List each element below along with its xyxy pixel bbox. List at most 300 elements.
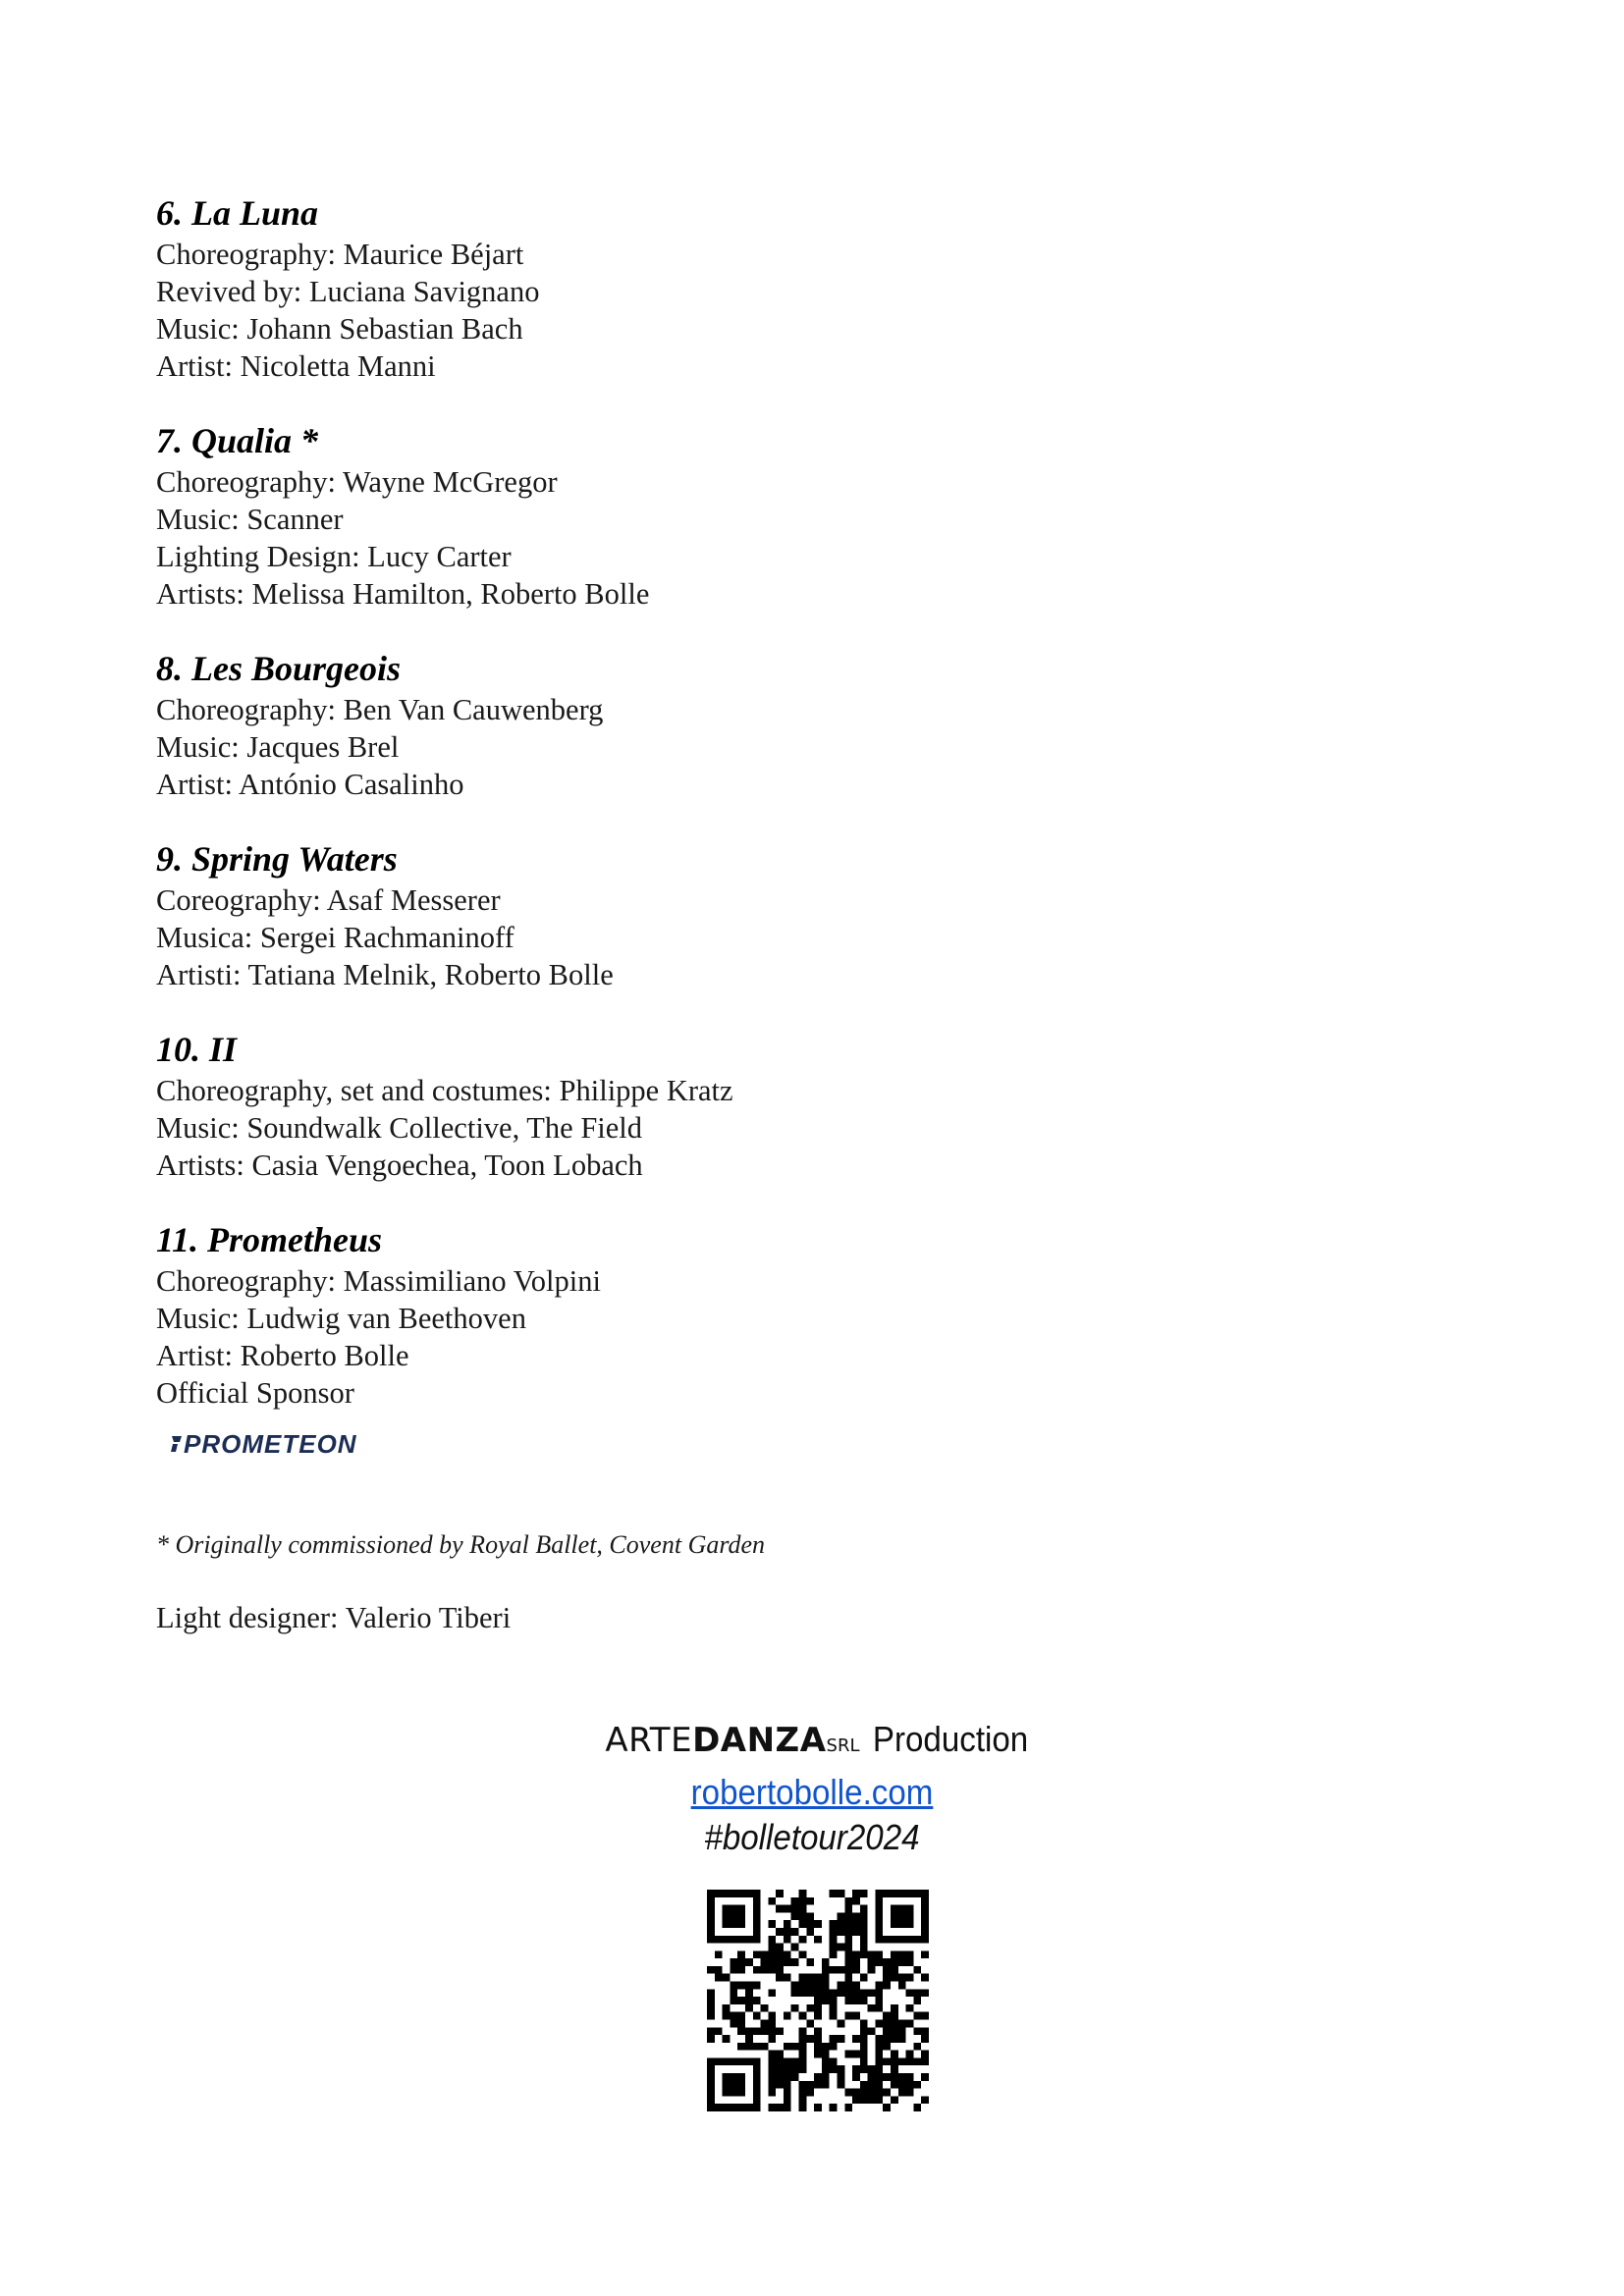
qr-module [707, 2073, 715, 2081]
qr-module [906, 1890, 914, 1897]
qr-module [844, 1936, 852, 1944]
qr-module [753, 1920, 761, 1928]
qr-module [860, 2035, 868, 2043]
qr-module [753, 1982, 761, 1990]
qr-module [852, 2089, 860, 2097]
qr-module [761, 1966, 769, 1974]
credit-line: Choreography: Ben Van Cauwenberg [156, 693, 604, 726]
qr-module [814, 1936, 822, 1944]
qr-module [883, 1936, 891, 1944]
qr-module [730, 1958, 737, 1966]
qr-module [875, 2057, 883, 2065]
qr-module [707, 2104, 715, 2111]
qr-module [776, 1974, 784, 1982]
qr-module [768, 1944, 776, 1951]
qr-module [860, 1950, 868, 1958]
qr-module [822, 1958, 830, 1966]
qr-module [883, 2035, 891, 2043]
qr-module [913, 1966, 921, 1974]
qr-module [875, 2073, 883, 2081]
qr-module [921, 1890, 929, 1897]
qr-module [799, 2104, 807, 2111]
qr-module [830, 1890, 838, 1897]
qr-module [707, 2096, 715, 2104]
qr-module [921, 2051, 929, 2058]
qr-module [860, 2043, 868, 2051]
credit-line: Musica: Sergei Rachmaninoff [156, 921, 514, 954]
qr-module [898, 2035, 906, 2043]
qr-module [768, 2104, 776, 2111]
qr-module [799, 1974, 807, 1982]
qr-module [730, 2057, 737, 2065]
qr-module [776, 1950, 784, 1958]
qr-module [875, 1920, 883, 1928]
qr-module [745, 2027, 753, 2035]
qr-module [737, 2012, 745, 2020]
qr-module [891, 1912, 898, 1920]
qr-module [883, 2019, 891, 2027]
qr-module [913, 2043, 921, 2051]
qr-module [737, 2104, 745, 2111]
qr-module [707, 1890, 715, 1897]
qr-module [791, 1989, 799, 1997]
qr-code-graphic [707, 1890, 929, 2111]
qr-module [776, 2081, 784, 2089]
qr-module [768, 1920, 776, 1928]
qr-module [898, 2057, 906, 2065]
qr-module [891, 2004, 898, 2012]
qr-module [837, 2073, 844, 2081]
qr-module [898, 1982, 906, 1990]
qr-module [814, 1920, 822, 1928]
qr-module [730, 1920, 737, 1928]
qr-module [822, 2057, 830, 2065]
qr-module [844, 1944, 852, 1951]
qr-module [799, 1936, 807, 1944]
qr-module [707, 2065, 715, 2073]
qr-module [776, 2051, 784, 2058]
qr-module [799, 1982, 807, 1990]
qr-module [898, 2027, 906, 2035]
credit-line: Coreography: Asaf Messerer [156, 883, 501, 917]
qr-module [898, 1936, 906, 1944]
qr-module [784, 1974, 791, 1982]
qr-module [768, 2065, 776, 2073]
qr-module [883, 1890, 891, 1897]
qr-module [891, 1974, 898, 1982]
qr-module [868, 2081, 876, 2089]
qr-module [891, 2057, 898, 2065]
qr-module [730, 2104, 737, 2111]
qr-module [906, 1950, 914, 1958]
qr-module [860, 1890, 868, 1897]
qr-module [784, 2012, 791, 2020]
qr-module [906, 2051, 914, 2058]
qr-module [799, 2043, 807, 2051]
program-item [156, 836, 1236, 993]
qr-module [898, 2073, 906, 2081]
qr-module [860, 2081, 868, 2089]
credit-line: Artist: António Casalinho [156, 768, 464, 801]
qr-module [844, 1905, 852, 1913]
qr-module [898, 2089, 906, 2097]
qr-module [875, 1897, 883, 1905]
qr-module [844, 1897, 852, 1905]
qr-module [784, 2043, 791, 2051]
qr-module [860, 1989, 868, 1997]
qr-module [715, 2104, 723, 2111]
qr-module [753, 2104, 761, 2111]
qr-module [814, 1997, 822, 2004]
qr-module [753, 2096, 761, 2104]
qr-module [745, 2004, 753, 2012]
qr-module [844, 1958, 852, 1966]
qr-module [891, 2051, 898, 2058]
qr-module [784, 2104, 791, 2111]
qr-module [883, 1974, 891, 1982]
qr-module [913, 1890, 921, 1897]
qr-module [814, 2081, 822, 2089]
qr-module [737, 1950, 745, 1958]
qr-module [898, 1905, 906, 1913]
qr-module [875, 2065, 883, 2073]
qr-module [737, 2019, 745, 2027]
qr-module [830, 2057, 838, 2065]
qr-module [875, 2096, 883, 2104]
qr-module [784, 1920, 791, 1928]
qr-module [737, 2027, 745, 2035]
qr-module [860, 2027, 868, 2035]
qr-module [707, 2012, 715, 2020]
qr-module [860, 2065, 868, 2073]
qr-module [730, 2081, 737, 2089]
program-list [156, 190, 1236, 1492]
qr-module [753, 1905, 761, 1913]
qr-module [753, 2089, 761, 2097]
qr-module [860, 2057, 868, 2065]
credit-line: Artists: Melissa Hamilton, Roberto Bolle [156, 577, 650, 611]
qr-module [844, 1989, 852, 1997]
qr-module [814, 1989, 822, 1997]
qr-module [784, 2073, 791, 2081]
qr-module [799, 2012, 807, 2020]
qr-module [830, 2012, 838, 2020]
qr-module [906, 2089, 914, 2097]
qr-module [737, 2081, 745, 2089]
qr-module [806, 1912, 814, 1920]
qr-module [806, 1928, 814, 1936]
qr-module [761, 2019, 769, 2027]
company-suffix: SRL [826, 1735, 860, 1756]
qr-module [745, 2104, 753, 2111]
qr-module [791, 1905, 799, 1913]
qr-module [707, 1936, 715, 1944]
credit-line: Artisti: Tatiana Melnik, Roberto Bolle [156, 958, 614, 991]
qr-module [875, 1905, 883, 1913]
qr-module [906, 1920, 914, 1928]
qr-module [707, 2057, 715, 2065]
qr-module [921, 1989, 929, 1997]
qr-module [906, 1905, 914, 1913]
qr-module [921, 1974, 929, 1982]
qr-module [730, 1997, 737, 2004]
qr-module [852, 2012, 860, 2020]
qr-module [837, 1989, 844, 1997]
qr-module [814, 2035, 822, 2043]
qr-module [761, 1950, 769, 1958]
qr-module [730, 1936, 737, 1944]
qr-module [898, 2019, 906, 2027]
qr-module [806, 2089, 814, 2097]
qr-module [891, 2035, 898, 2043]
qr-module [875, 1912, 883, 1920]
qr-module [837, 1966, 844, 1974]
credit-line: Music: Soundwalk Collective, The Field [156, 1111, 643, 1145]
qr-module [799, 1905, 807, 1913]
qr-module [776, 1958, 784, 1966]
qr-module [707, 1897, 715, 1905]
qr-module [875, 1890, 883, 1897]
qr-module [844, 2051, 852, 2058]
qr-module [723, 2104, 731, 2111]
qr-module [852, 1966, 860, 1974]
qr-module [898, 2081, 906, 2089]
qr-module [761, 2004, 769, 2012]
qr-module [913, 2081, 921, 2089]
piece-title: 8. Les Bourgeois [156, 649, 402, 688]
program-item [156, 418, 1236, 613]
qr-module [723, 1905, 731, 1913]
qr-module [799, 2096, 807, 2104]
qr-module [715, 2027, 723, 2035]
piece-title: 10. II [156, 1030, 238, 1069]
qr-module [906, 1936, 914, 1944]
qr-module [753, 2057, 761, 2065]
qr-module [723, 1974, 731, 1982]
qr-module [768, 2035, 776, 2043]
qr-module [745, 1989, 753, 1997]
qr-module [883, 2089, 891, 2097]
qr-module [891, 2019, 898, 2027]
qr-module [723, 2073, 731, 2081]
qr-module [723, 2089, 731, 2097]
credit-line: Lighting Design: Lucy Carter [156, 540, 512, 573]
qr-module [844, 1920, 852, 1928]
qr-module [860, 1920, 868, 1928]
qr-module [737, 1982, 745, 1990]
qr-module [860, 1974, 868, 1982]
qr-module [883, 2027, 891, 2035]
qr-module [875, 2019, 883, 2027]
qr-module [844, 2089, 852, 2097]
qr-module [768, 1950, 776, 1958]
qr-module [723, 1890, 731, 1897]
qr-module [875, 1997, 883, 2004]
qr-module [776, 2057, 784, 2065]
light-designer-credit: Light designer: Valerio Tiberi [156, 1601, 512, 1634]
qr-module [707, 2089, 715, 2097]
credit-line: Choreography: Maurice Béjart [156, 238, 524, 271]
qr-module [891, 2065, 898, 2073]
qr-module [891, 1958, 898, 1966]
qr-module [898, 1974, 906, 1982]
qr-module [883, 2104, 891, 2111]
qr-module [883, 1966, 891, 1974]
qr-module [806, 1897, 814, 1905]
qr-module [898, 1920, 906, 1928]
qr-module [753, 2012, 761, 2020]
qr-module [830, 2104, 838, 2111]
qr-module [868, 1989, 876, 1997]
qr-module [860, 1905, 868, 1913]
credit-line: Music: Ludwig van Beethoven [156, 1302, 526, 1335]
qr-module [707, 1912, 715, 1920]
qr-module [921, 1897, 929, 1905]
qr-module [868, 2004, 876, 2012]
qr-module [791, 1928, 799, 1936]
qr-module [784, 1936, 791, 1944]
qr-module [730, 1912, 737, 1920]
qr-module [852, 1989, 860, 1997]
qr-module [830, 1944, 838, 1951]
qr-module [852, 1958, 860, 1966]
qr-code-icon[interactable] [707, 1890, 929, 2111]
qr-module [753, 1928, 761, 1936]
qr-module [730, 2012, 737, 2020]
qr-module [852, 2051, 860, 2058]
qr-module [730, 2073, 737, 2081]
qr-module [822, 2051, 830, 2058]
qr-module [868, 2073, 876, 2081]
qr-module [891, 1950, 898, 1958]
qr-module [753, 1997, 761, 2004]
footnote: * Originally commissioned by Royal Ballet, Covent Garden [156, 1530, 766, 1559]
qr-module [860, 1997, 868, 2004]
qr-module [707, 1966, 715, 1974]
qr-module [860, 2089, 868, 2097]
qr-module [921, 1936, 929, 1944]
qr-module [737, 1920, 745, 1928]
qr-module [707, 2035, 715, 2043]
qr-module [737, 1966, 745, 1974]
qr-module [921, 2027, 929, 2035]
credit-line: Choreography: Massimiliano Volpini [156, 1264, 601, 1298]
qr-module [799, 2065, 807, 2073]
qr-module [791, 1897, 799, 1905]
qr-module [875, 1958, 883, 1966]
website-link[interactable]: robertobolle.com [690, 1772, 934, 1812]
qr-module [860, 1944, 868, 1951]
qr-module [837, 2065, 844, 2073]
qr-module [723, 2035, 731, 2043]
program-item [156, 190, 1236, 385]
qr-module [776, 2104, 784, 2111]
piece-title: 7. Qualia * [156, 421, 319, 460]
qr-module [822, 1989, 830, 1997]
qr-module [799, 1989, 807, 1997]
qr-module [745, 1936, 753, 1944]
qr-module [875, 2035, 883, 2043]
qr-module [868, 1966, 876, 1974]
qr-module [891, 1905, 898, 1913]
qr-module [761, 2043, 769, 2051]
qr-module [753, 1897, 761, 1905]
qr-module [715, 1950, 723, 1958]
qr-module [784, 1958, 791, 1966]
qr-module [830, 2035, 838, 2043]
qr-module [906, 1912, 914, 1920]
qr-module [921, 1912, 929, 1920]
qr-module [852, 1920, 860, 1928]
credit-line: Choreography: Wayne McGregor [156, 465, 558, 499]
qr-module [898, 1890, 906, 1897]
qr-module [730, 1966, 737, 1974]
qr-module [784, 1950, 791, 1958]
qr-module [707, 1989, 715, 1997]
qr-module [921, 1928, 929, 1936]
qr-module [814, 2012, 822, 2020]
company-name-part1: ARTE [605, 1721, 693, 1760]
qr-module [883, 2073, 891, 2081]
qr-module [799, 2081, 807, 2089]
qr-module [707, 1920, 715, 1928]
qr-module [715, 1966, 723, 1974]
qr-module [891, 2081, 898, 2089]
qr-module [784, 2096, 791, 2104]
qr-module [723, 1920, 731, 1928]
qr-module [891, 2012, 898, 2020]
qr-module [844, 1950, 852, 1958]
qr-module [921, 2073, 929, 2081]
qr-module [860, 1936, 868, 1944]
qr-module [814, 2104, 822, 2111]
qr-module [791, 1982, 799, 1990]
qr-module [799, 2051, 807, 2058]
qr-module [737, 1997, 745, 2004]
credit-line: Music: Jacques Brel [156, 730, 400, 764]
credit-line: Artist: Nicoletta Manni [156, 349, 436, 383]
qr-module [707, 2027, 715, 2035]
qr-module [730, 2089, 737, 2097]
qr-module [707, 2081, 715, 2089]
qr-module [814, 2043, 822, 2051]
company-name-part2: DANZA [692, 1721, 827, 1760]
qr-module [791, 1912, 799, 1920]
qr-module [830, 2043, 838, 2051]
qr-module [822, 1997, 830, 2004]
qr-module [768, 2027, 776, 2035]
qr-module [891, 2027, 898, 2035]
qr-module [814, 1974, 822, 1982]
qr-module [906, 2004, 914, 2012]
qr-module [906, 1974, 914, 1982]
qr-module [852, 2065, 860, 2073]
qr-module [791, 2004, 799, 2012]
qr-module [761, 1958, 769, 1966]
qr-module [913, 1989, 921, 1997]
qr-module [753, 2043, 761, 2051]
qr-module [776, 1905, 784, 1913]
qr-module [852, 2096, 860, 2104]
qr-module [784, 2065, 791, 2073]
qr-module [837, 1982, 844, 1990]
qr-module [898, 1958, 906, 1966]
qr-module [768, 1966, 776, 1974]
qr-module [868, 2096, 876, 2104]
production-word: Production [872, 1719, 1028, 1759]
qr-module [776, 2065, 784, 2073]
qr-module [830, 1920, 838, 1928]
